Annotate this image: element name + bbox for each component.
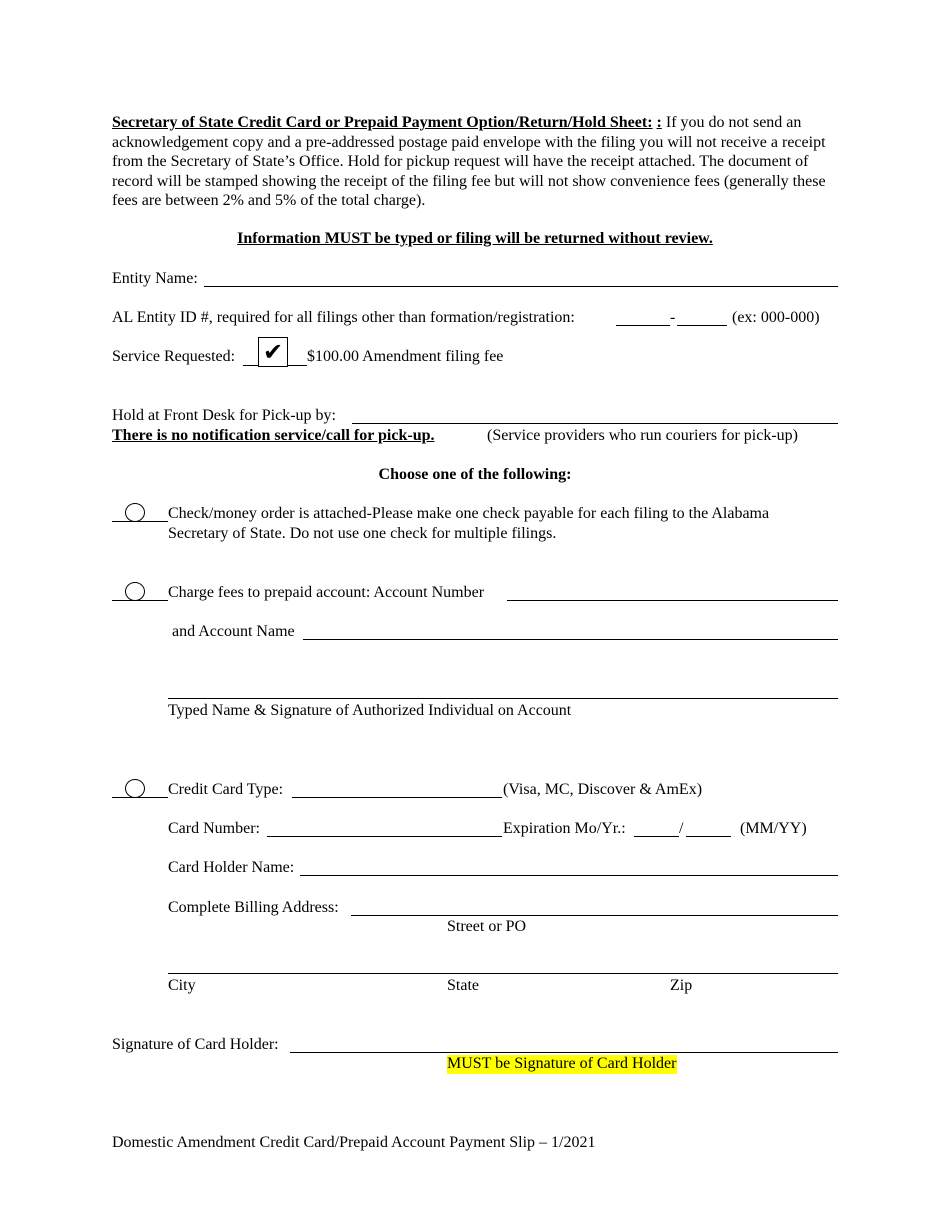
option-card-underline	[112, 797, 168, 798]
billing-address-label: Complete Billing Address:	[168, 899, 339, 916]
state-caption: State	[447, 977, 479, 994]
choose-heading: Choose one of the following:	[378, 466, 572, 483]
city-caption: City	[168, 977, 196, 994]
entity-id-part1-field[interactable]	[616, 325, 670, 326]
option-check-underline	[112, 521, 168, 522]
entity-name-label: Entity Name:	[112, 270, 198, 287]
option-check-radio[interactable]	[125, 503, 145, 522]
billing-city-state-zip-field[interactable]	[168, 973, 838, 974]
service-checkbox[interactable]	[258, 337, 288, 367]
account-name-label: and Account Name	[172, 623, 295, 640]
expiration-format: (MM/YY)	[740, 820, 807, 837]
intro-body: If you do not send an acknowledgement copy and a pre-addressed postage paid envelope with the filing you will not receive a receipt from the Secretary of State’s Office. Hold for pickup request will have the receipt attached. The document of record will be stamped showing the receipt of the filing fee but will not show convenience fees (generally these fees are between 2% and 5% of the total charge).	[112, 114, 826, 210]
expiration-label: Expiration Mo/Yr.:	[503, 820, 626, 837]
hold-label: Hold at Front Desk for Pick-up by:	[112, 407, 336, 424]
card-holder-name-label: Card Holder Name:	[168, 859, 295, 876]
expiration-separator: /	[679, 820, 684, 837]
card-type-label: Credit Card Type:	[168, 781, 284, 798]
account-number-label: Charge fees to prepaid account: Account Number	[168, 584, 485, 601]
signature-requirement-note: MUST be Signature of Card Holder	[447, 1055, 677, 1072]
option-check-text-line1: Check/money order is attached-Please make one check payable for each filing to the Alabama	[168, 505, 770, 522]
entity-id-part2-field[interactable]	[677, 325, 727, 326]
card-number-field[interactable]	[267, 836, 502, 837]
no-notification-warning: There is no notification service/call for pick-up.	[112, 427, 435, 444]
account-number-field[interactable]	[507, 600, 838, 601]
service-fee: $100.00 Amendment filing fee	[307, 348, 504, 365]
zip-caption: Zip	[670, 977, 693, 994]
option-prepaid-radio[interactable]	[125, 582, 145, 601]
option-check-text-line2: Secretary of State. Do not use one check for multiple filings.	[168, 525, 557, 542]
billing-street-field[interactable]	[351, 915, 838, 916]
form-heading: Secretary of State Credit Card or Prepaid Payment Option/Return/Hold Sheet:	[112, 114, 653, 131]
hold-pickup-field[interactable]	[352, 423, 838, 424]
heading-colon: :	[656, 114, 662, 131]
card-types-note: (Visa, MC, Discover & AmEx)	[503, 781, 703, 798]
card-number-label: Card Number:	[168, 820, 260, 837]
authorized-signature-field[interactable]	[168, 698, 838, 699]
expiration-month-field[interactable]	[634, 836, 679, 837]
service-requested-label: Service Requested:	[112, 348, 236, 365]
footer-form-id: Domestic Amendment Credit Card/Prepaid Account Payment Slip – 1/2021	[112, 1134, 596, 1151]
authorized-signature-caption: Typed Name & Signature of Authorized Individual on Account	[168, 702, 572, 719]
card-holder-signature-label: Signature of Card Holder:	[112, 1036, 279, 1053]
entity-id-dash: -	[670, 309, 676, 326]
courier-note: (Service providers who run couriers for pick-up)	[487, 427, 799, 444]
entity-id-example: (ex: 000-000)	[732, 309, 820, 326]
option-card-radio[interactable]	[125, 779, 145, 798]
card-type-field[interactable]	[292, 797, 502, 798]
typed-notice: Information MUST be typed or filing will be returned without review.	[237, 230, 713, 247]
intro-paragraph	[112, 113, 837, 211]
entity-name-field[interactable]	[204, 286, 838, 287]
checkmark-icon: ✔	[262, 338, 284, 366]
entity-id-label: AL Entity ID #, required for all filings other than formation/registration:	[112, 309, 575, 326]
expiration-year-field[interactable]	[686, 836, 731, 837]
account-name-field[interactable]	[303, 639, 838, 640]
option-prepaid-underline	[112, 600, 168, 601]
street-caption: Street or PO	[447, 918, 527, 935]
card-holder-signature-field[interactable]	[290, 1052, 838, 1053]
card-holder-name-field[interactable]	[300, 875, 838, 876]
